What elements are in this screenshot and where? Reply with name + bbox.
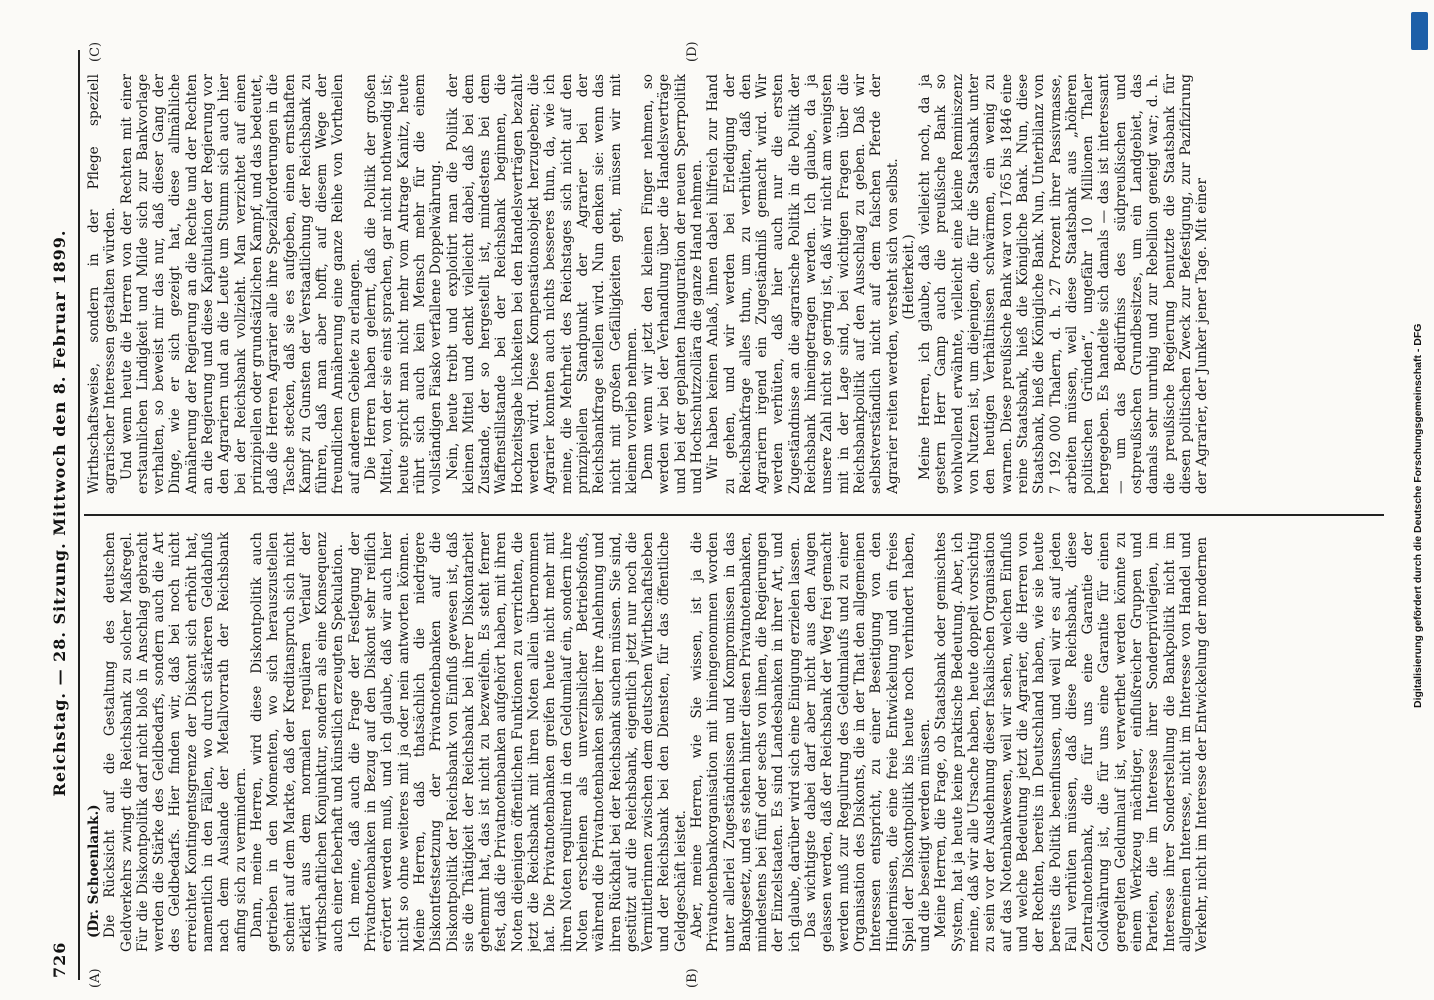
- digitization-stamp: [1410, 8, 1430, 992]
- page-title: Reichstag. — 28. Sitzung. Mittwoch den 8. Februar 1899.: [50, 229, 69, 797]
- paragraph: Ich meine, daß auch die Frage der Festlegung der Privatnotenbanken in Bezug auf den Diskont sehr reiflich erörtert werden muß, und ich glaube, daß wir auch hier nicht so ohne weiteres mit ja oder nein antworten können. Meine Herren, daß thatsächlich die niedrigere Diskontfestsetzung der Privatnotenbanken auf die Diskontpolitik der Reichsbank von Einfluß gewesen ist, daß sie die Thätigkeit der Reichsbank bei ihrer Diskontarbeit gehemmt hat, das ist nicht zu bezweifeln. Es steht ferner fest, daß die Privatnotenbanken aufgehört haben, mit ihren Noten diejenigen öffentlichen Funktionen zu verrichten, die jetzt die Reichsbank mit ihren Noten allein übernommen hat. Die Privatnotenbanken greifen heute nicht mehr mit ihren Noten regulirend in den Geldumlauf ein, sondern ihre Noten erscheinen als unverzinslicher Betriebsfonds, während die Privatnotenbanken selber ihre Anlehnung und ihren Rückhalt bei der Reichsbank suchen müssen. Sie sind, gestützt auf die Reichsbank, eigentlich jetzt nur noch die Vermittlerinnen zwischen dem deutschen Wirthschaftsleben und der Reichsbank bei den Diensten, für das öffentliche Geldgeschäft leistet.: [346, 532, 689, 952]
- margin-marker-d: (D): [685, 41, 700, 62]
- page-number: 726: [50, 941, 69, 978]
- paragraph: Wir haben keinen Anlaß, ihnen dabei hilfreich zur Hand zu gehen, und wir werden bei Erledigung der Reichsbankfrage alles thun, um zu verhüten, daß den Agrariern irgend ein Zugeständniß gemacht wird. Wir werden verhüten, daß hier auch nur die ersten Zugeständnisse an die agrarische Politik in die Politik der Reichsbank hineingetragen werden. Ich glaube, da ja unsere Zahl nicht so gering ist, daß wir nicht am wenigsten mit in der Lage sind, bei wichtigen Fragen über die Reichsbankpolitik auf den Ausschlag zu geben. Daß wir selbstverständlich nicht auf dem falschen Pferde der Agrarier reiten werden, versteht sich von selbst.: [705, 74, 901, 494]
- paragraph: Denn wenn wir jetzt den kleinen Finger nehmen, so werden wir bei der Verhandlung über die Handelsverträge und bei der geplanten Inauguration der neuen Sperrpolitik und Hochschutzzollära die ganze Hand nehmen.: [640, 74, 705, 494]
- newspaper-page: [40, 40, 1395, 990]
- paragraph: Dann, meine Herren, wird diese Diskontpolitik auch getrieben in den Momenten, wo sich herauszustellen scheint auf dem Markte, daß der Kreditanspruch sich nicht erklärt aus dem normalen regulären Verlauf der wirthschaftlichen Konjunktur, sondern als eine Konsequenz auch einer fieberhaft und künstlich erzeugten Spekulation.: [248, 532, 347, 952]
- right-text-column: [86, 74, 1386, 494]
- paragraph: Meine Herren, die Frage, ob Staatsbank oder gemischtes System, hat ja heute keine praktische Bedeutung. Aber, ich meine, daß wir alle Ursache haben, heute doppelt vorsichtig zu sein vor der Ausdehnung dieser fiskalischen Organisation auf das Notenbankwesen, weil wir sehen, welchen Einfluß und welche Bedeutung jetzt die Agrarier, die Herren von der Rechten, bereits in Deutschland haben, wie sie heute bereits die Politik beeinflussen, und weil wir es auf jeden Fall verhüten müssen, daß diese Reichsbank, diese Zentralnotenbank, die für uns eine Garantie der Goldwährung ist, die für uns eine Garantie für einen geregelten Geldumlauf ist, verwerthet werden könnte zu einem Werkzeug mächtiger, einflußreicher Gruppen und Parteien, die im Interesse ihrer Sonderprivilegien, im Interesse ihrer Sonderstellung die Bankpolitik nicht im allgemeinen Interesse, nicht im Interesse von Handel und Verkehr, nicht im Interesse der Entwickelung der modernen: [933, 532, 1211, 952]
- paragraph: Die Herren haben gelernt, daß die Politik der großen Mittel, von der sie einst sprachen, gar nicht nothwendig ist; heute spricht man nicht mehr vom Antrage Kanitz, heute rührt sich auch kein Mensch mehr für die einem vollständigen Fiasko verfallene Doppelwährung.: [363, 74, 445, 494]
- page-header: [48, 48, 78, 978]
- margin-marker-a: (A): [88, 968, 103, 988]
- header-rule: [78, 50, 80, 980]
- margin-marker-b: (B): [685, 968, 700, 988]
- paragraph: Aber, meine Herren, wie Sie wissen, ist ja die Privatnotenbankorganisation mit hineingenommen worden unter allerlei Zugeständnissen und Kompromissen in das Bankgesetz, und es stehen hinter diesen Privatnotenbanken, mindestens bei fünf oder sechs von ihnen, die Regierungen der Einzelstaaten. Es sind Landesbanken in ihrer Art, und ich glaube, darüber wird sich eine Einigung erzielen lassen.: [688, 532, 803, 952]
- paragraph: Nein, heute treibt und exploitirt man die Politik der kleinen Mittel und denkt vielleicht dabei, daß bei dem Zustande, der so hergestellt ist, mindestens bei dem Waffenstillstande bei der Reichsbank beginnen, die Hochzeitsgabe lichkeiten bei den Handelsverträgen bezahlt werden wird. Diese Kompensationsobjekt herzugeben; die Agrarier konnten auch nichts besseres thun, da, wie ich meine, die Mehrheit des Reichstages sich nicht auf den prinzipiellen Standpunkt der Agrarier bei der Reichsbankfrage stellen wird. Nun denken sie: wenn das nicht mit großen Gefälligkeiten geht, müssen wir mit kleinen vorlieb nehmen.: [444, 74, 640, 494]
- paragraph: Und wenn heute die Herren von der Rechten mit einer erstaunlichen Lindigkeit und Milde sich zur Bankvorlage verhalten, so beweist mir das nur, daß dieser Gang der Dinge, wie er sich gezeigt hat, diese allmähliche Annäherung der Regierung an die Rechte und der Rechten an die Regierung und diese Kapitulation der Regierung vor den Agrariern und an die Leute um Stumm sich auch hier bei der Reichsbank vollzieht. Man verzichtet auf einen prinzipiellen oder grundsätzlichen Kampf, und das bedeutet, daß die Herren Agrarier alle ihre Spezialforderungen in die Tasche stecken, daß sie es aufgeben, einen ernsthaften Kampf zu Gunsten der Verstaatlichung der Reichsbank zu führen, daß man aber hofft, auf diesem Wege der freundlichen Annäherung eine ganze Reihe von Vortheilen auf anderem Gebiete zu erlangen.: [118, 74, 363, 494]
- paragraph: Die Rücksicht auf die Gestaltung des deutschen Geldverkehrs zwingt die Reichsbank zu solcher Maßregel. Für die Diskontpolitik darf nicht bloß in Anschlag gebracht werden die Stärke des Geldbedarfs, sondern auch die Art des Geldbedarfs. Hier finden wir, daß bei noch nicht erreichter Kontingentsgrenze der Diskont sich erhöht hat, namentlich in den Fällen, wo durch stärkeren Geldabfluß nach dem Auslande der Metallvorrath der Reichsbank anfing sich zu vermindern.: [102, 532, 249, 952]
- left-text-column: [86, 532, 1386, 952]
- paragraph: Meine Herren, ich glaube, daß vielleicht noch, da ja gestern Herr Gamp auch die preußische Bank so wohlwollend erwähnte, vielleicht eine kleine Reminiszenz von Nutzen ist, um diejenigen, die für die Staatsbank unter den heutigen Verhältnissen schwärmen, ein wenig zu warnen. Diese preußische Bank war von 1765 bis 1846 eine reine Staatsbank, hieß die Königliche Bank. Nun, diese Staatsbank, hieß die Königliche Bank. Nun, Unterbilanz von 7 192 000 Thalern, d. h. 27 Prozent ihrer Passivmasse, arbeiten müssen, weil diese Staatsbank aus „höheren politischen Gründen“, ungefähr 10 Millionen Thaler hergegeben. Es handelte sich damals — das ist interessant — um das Bedürfniss des südpreußischen und ostpreußischen Grundbesitzes, um ein Landgebiet, das damals sehr unruhig und zur Rebellion geneigt war; d. h. die preußische Regierung benutzte die Staatsbank für diesen politischen Zweck zur Befestigung, zur Pazifizirung der Agrarier, der Junker jener Tage. Mit einer: [917, 74, 1211, 494]
- interjection: (Heiterkeit.): [900, 234, 917, 320]
- digitization-credit: Digitalisierung gefördert durch die Deutsche Forschungsgemeinschaft - DFG: [1412, 323, 1424, 708]
- paragraph: Wirthschaftsweise, sondern in der Pflege speziell agrarischer Interessen gestalten würden.: [86, 74, 119, 494]
- paragraph: Das wichtigste dabei darf aber nicht aus den Augen gelassen werden, daß der Reichsbank der Weg frei gemacht werden muß zur Regulirung des Geldumlaufs und zu einer Organisation des Diskonts, die in der That den allgemeinen Interessen entspricht, zu einer Beseitigung von den Hindernissen, die eine freie Entwickelung und ein freies Spiel der Diskontpolitik bis heute noch verhindert haben, und die beseitigt werden müssen.: [803, 532, 934, 952]
- speaker-label: (Dr. Schoenlank.): [86, 804, 102, 938]
- margin-marker-c: (C): [88, 41, 103, 62]
- column-divider: [84, 514, 1384, 516]
